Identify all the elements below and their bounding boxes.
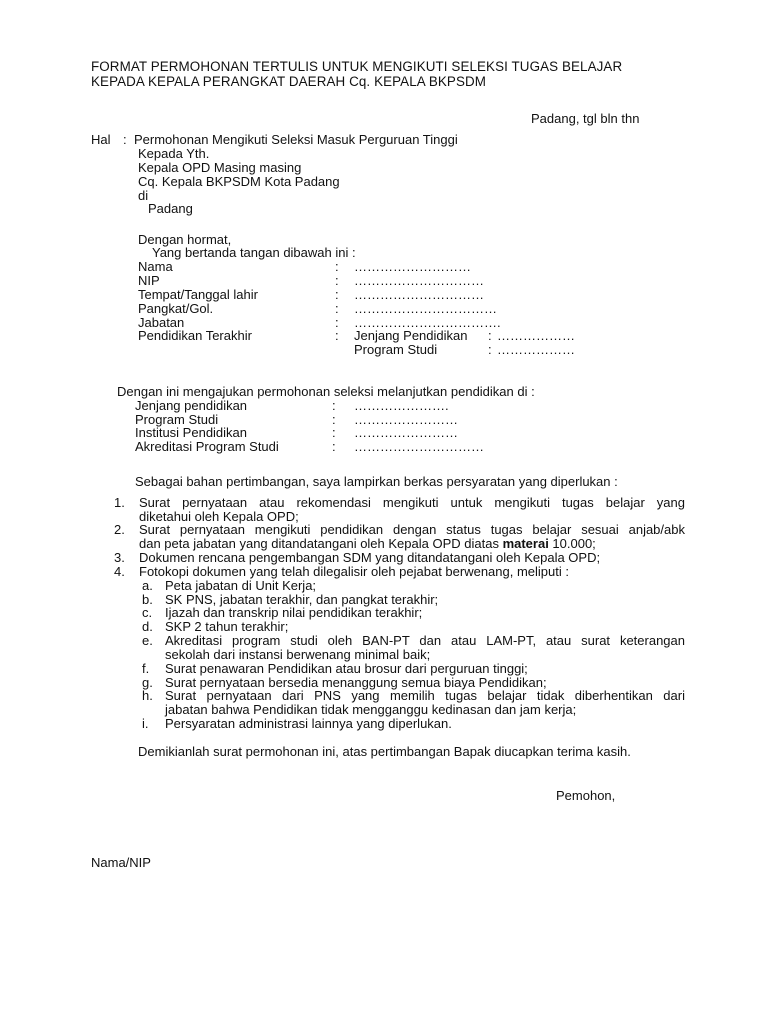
sub-item-g: Surat pernyataan bersedia menanggung semua biaya Pendidikan; xyxy=(165,675,547,690)
attachment-item-3-line-1: Dokumen rencana pengembangan SDM yang ditandatangani oleh Kepala OPD; xyxy=(139,550,601,565)
attachment-item-2-line-1: Surat pernyataan mengikuti pendidikan dengan status tugas belajar sesuai anjab/abk xyxy=(139,522,685,537)
field-separator: : xyxy=(332,398,336,413)
recipient-line-3: Cq. Kepala BKPSDM Kota Padang xyxy=(138,174,340,189)
salutation: Dengan hormat, xyxy=(138,232,232,247)
field-dots-nama: ……………………… xyxy=(354,259,471,274)
attachment-item-2-line-2-text: dan peta jabatan yang ditandatangani oleh Kepala OPD diatas xyxy=(139,536,503,551)
request-label-akreditasi: Akreditasi Program Studi xyxy=(135,439,279,454)
field-separator: : xyxy=(335,287,339,302)
request-dots-jenjang: …………………. xyxy=(354,398,449,413)
materai-amount: 10.000; xyxy=(548,536,596,551)
list-number: 3. xyxy=(114,550,125,565)
request-intro: Dengan ini mengajukan permohonan seleksi melanjutkan pendidikan di : xyxy=(117,384,535,399)
field-separator: : xyxy=(488,328,492,343)
list-letter: h. xyxy=(142,688,153,703)
sub-field-label-jenjang: Jenjang Pendidikan xyxy=(354,328,468,343)
field-separator: : xyxy=(335,301,339,316)
field-separator: : xyxy=(332,439,336,454)
list-letter: b. xyxy=(142,592,153,607)
sub-item-e-line-1: Akreditasi program studi oleh BAN-PT dan atau LAM-PT, atau surat keterangan xyxy=(165,633,685,648)
sub-field-dots-jenjang: ……………… xyxy=(497,328,575,343)
field-separator: : xyxy=(332,412,336,427)
attachment-item-1-line-2: diketahui oleh Kepala OPD; xyxy=(139,509,299,524)
field-separator: : xyxy=(335,273,339,288)
document-title-line-1: FORMAT PERMOHONAN TERTULIS UNTUK MENGIKUTI SELEKSI TUGAS BELAJAR xyxy=(91,59,623,74)
name-nip-label: Nama/NIP xyxy=(91,855,151,870)
recipient-line-5: Padang xyxy=(148,201,193,216)
field-label-pendidikan-terakhir: Pendidikan Terakhir xyxy=(138,328,252,343)
list-number: 1. xyxy=(114,495,125,510)
field-dots-pangkat-gol: …………………………… xyxy=(354,301,497,316)
attachments-intro: Sebagai bahan pertimbangan, saya lampirkan berkas persyaratan yang diperlukan : xyxy=(135,474,618,489)
field-label-tempat-tanggal-lahir: Tempat/Tanggal lahir xyxy=(138,287,258,302)
sub-item-a: Peta jabatan di Unit Kerja; xyxy=(165,578,317,593)
place-date: Padang, tgl bln thn xyxy=(531,111,640,126)
field-label-jabatan: Jabatan xyxy=(138,315,185,330)
attachment-item-1-line-1: Surat pernyataan atau rekomendasi mengikuti untuk mengikuti tugas belajar yang xyxy=(139,495,685,510)
list-letter: i. xyxy=(142,716,149,731)
subject-label: Hal xyxy=(91,132,111,147)
subject-separator: : xyxy=(123,132,127,147)
sub-field-dots-program-studi: ……………… xyxy=(497,342,575,357)
request-label-jenjang: Jenjang pendidikan xyxy=(135,398,248,413)
sub-item-h-line-1: Surat pernyataan dari PNS yang memilih tugas belajar tidak diberhentikan dari xyxy=(165,688,685,703)
field-separator: : xyxy=(335,259,339,274)
list-letter: f. xyxy=(142,661,150,676)
sub-item-f: Surat penawaran Pendidikan atau brosur dari perguruan tinggi; xyxy=(165,661,528,676)
field-separator: : xyxy=(335,328,339,343)
request-dots-akreditasi: ………………………… xyxy=(354,439,484,454)
field-dots-jabatan: ……………………………. xyxy=(354,315,501,330)
sub-field-label-program-studi: Program Studi xyxy=(354,342,438,357)
list-number: 2. xyxy=(114,522,125,537)
field-dots-nip: ………………………… xyxy=(354,273,484,288)
materai-bold-text: materai xyxy=(502,536,549,551)
field-label-pangkat-gol: Pangkat/Gol. xyxy=(138,301,214,316)
list-letter: a. xyxy=(142,578,153,593)
subject-text: Permohonan Mengikuti Seleksi Masuk Perguruan Tinggi xyxy=(134,132,458,147)
recipient-line-4: di xyxy=(138,188,149,203)
request-dots-program-studi: …………………… xyxy=(354,412,458,427)
field-separator: : xyxy=(332,425,336,440)
attachment-item-2-line-2 xyxy=(139,537,596,551)
sub-item-i: Persyaratan administrasi lainnya yang diperlukan. xyxy=(165,716,452,731)
list-letter: c. xyxy=(142,605,153,620)
request-label-institusi: Institusi Pendidikan xyxy=(135,425,248,440)
field-label-nama: Nama xyxy=(138,259,173,274)
field-separator: : xyxy=(335,315,339,330)
sub-item-e-line-2: sekolah dari instansi berwenang minimal baik; xyxy=(165,647,431,662)
list-number: 4. xyxy=(114,564,125,579)
list-letter: g. xyxy=(142,675,153,690)
field-label-nip: NIP xyxy=(138,273,160,288)
recipient-line-2: Kepala OPD Masing masing xyxy=(138,160,302,175)
document-title-line-2: KEPADA KEPALA PERANGKAT DAERAH Cq. KEPALA BKPSDM xyxy=(91,74,487,89)
signer-label: Pemohon, xyxy=(556,788,616,803)
sub-item-c: Ijazah dan transkrip nilai pendidikan terakhir; xyxy=(165,605,423,620)
field-dots-tempat-tanggal-lahir: ………………………… xyxy=(354,287,484,302)
closing-text: Demikianlah surat permohonan ini, atas pertimbangan Bapak diucapkan terima kasih. xyxy=(138,744,631,759)
field-separator: : xyxy=(488,342,492,357)
list-letter: e. xyxy=(142,633,153,648)
sub-item-h-line-2: jabatan bahwa Pendidikan tidak mengganggu kedinasan dan jam kerja; xyxy=(165,702,577,717)
sub-item-d: SKP 2 tahun terakhir; xyxy=(165,619,289,634)
sub-item-b: SK PNS, jabatan terakhir, dan pangkat terakhir; xyxy=(165,592,439,607)
recipient-line-1: Kepada Yth. xyxy=(138,146,210,161)
request-dots-institusi: …………………… xyxy=(354,425,458,440)
request-label-program-studi: Program Studi xyxy=(135,412,219,427)
attachment-item-4-line-1: Fotokopi dokumen yang telah dilegalisir oleh pejabat berwenang, meliputi : xyxy=(139,564,569,579)
intro-text: Yang bertanda tangan dibawah ini : xyxy=(152,245,356,260)
list-letter: d. xyxy=(142,619,153,634)
